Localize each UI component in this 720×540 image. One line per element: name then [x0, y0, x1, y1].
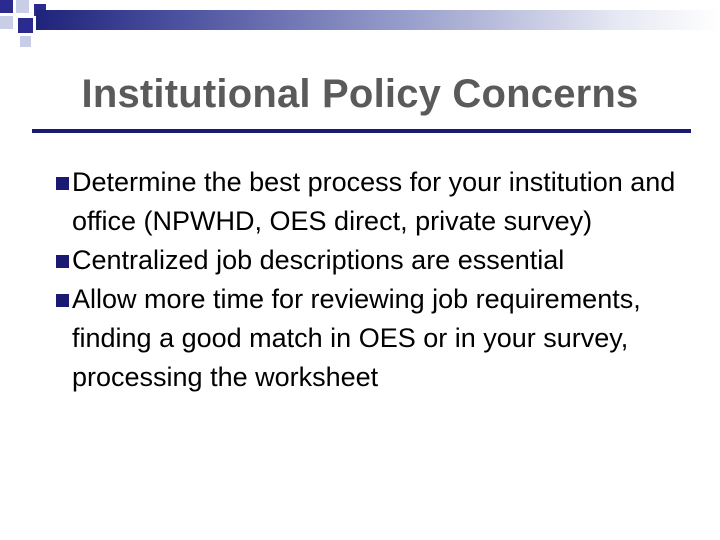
square-bullet-icon: [56, 294, 69, 307]
title-underline: [32, 129, 691, 133]
square-bullet-icon: [56, 177, 69, 190]
header-gradient-bar: [36, 10, 720, 30]
square-bullet-icon: [56, 255, 69, 268]
list-item: [56, 280, 686, 397]
bullet-text: Centralized job descriptions are essential: [72, 245, 565, 275]
corner-square: [18, 18, 33, 33]
slide-title: Institutional Policy Concerns: [81, 72, 639, 116]
bullet-list: [56, 163, 686, 397]
bullet-text: Determine the best process for your institution and office (NPWHD, OES direct, private survey): [72, 167, 676, 236]
corner-square: [0, 16, 13, 29]
list-item: [56, 241, 686, 280]
corner-square: [0, 0, 13, 13]
corner-square: [16, 0, 29, 13]
list-item: [56, 163, 686, 241]
bullet-text: Allow more time for reviewing job requirements, finding a good match in OES or in your survey, processing the worksheet: [72, 284, 641, 392]
corner-square: [20, 36, 31, 47]
